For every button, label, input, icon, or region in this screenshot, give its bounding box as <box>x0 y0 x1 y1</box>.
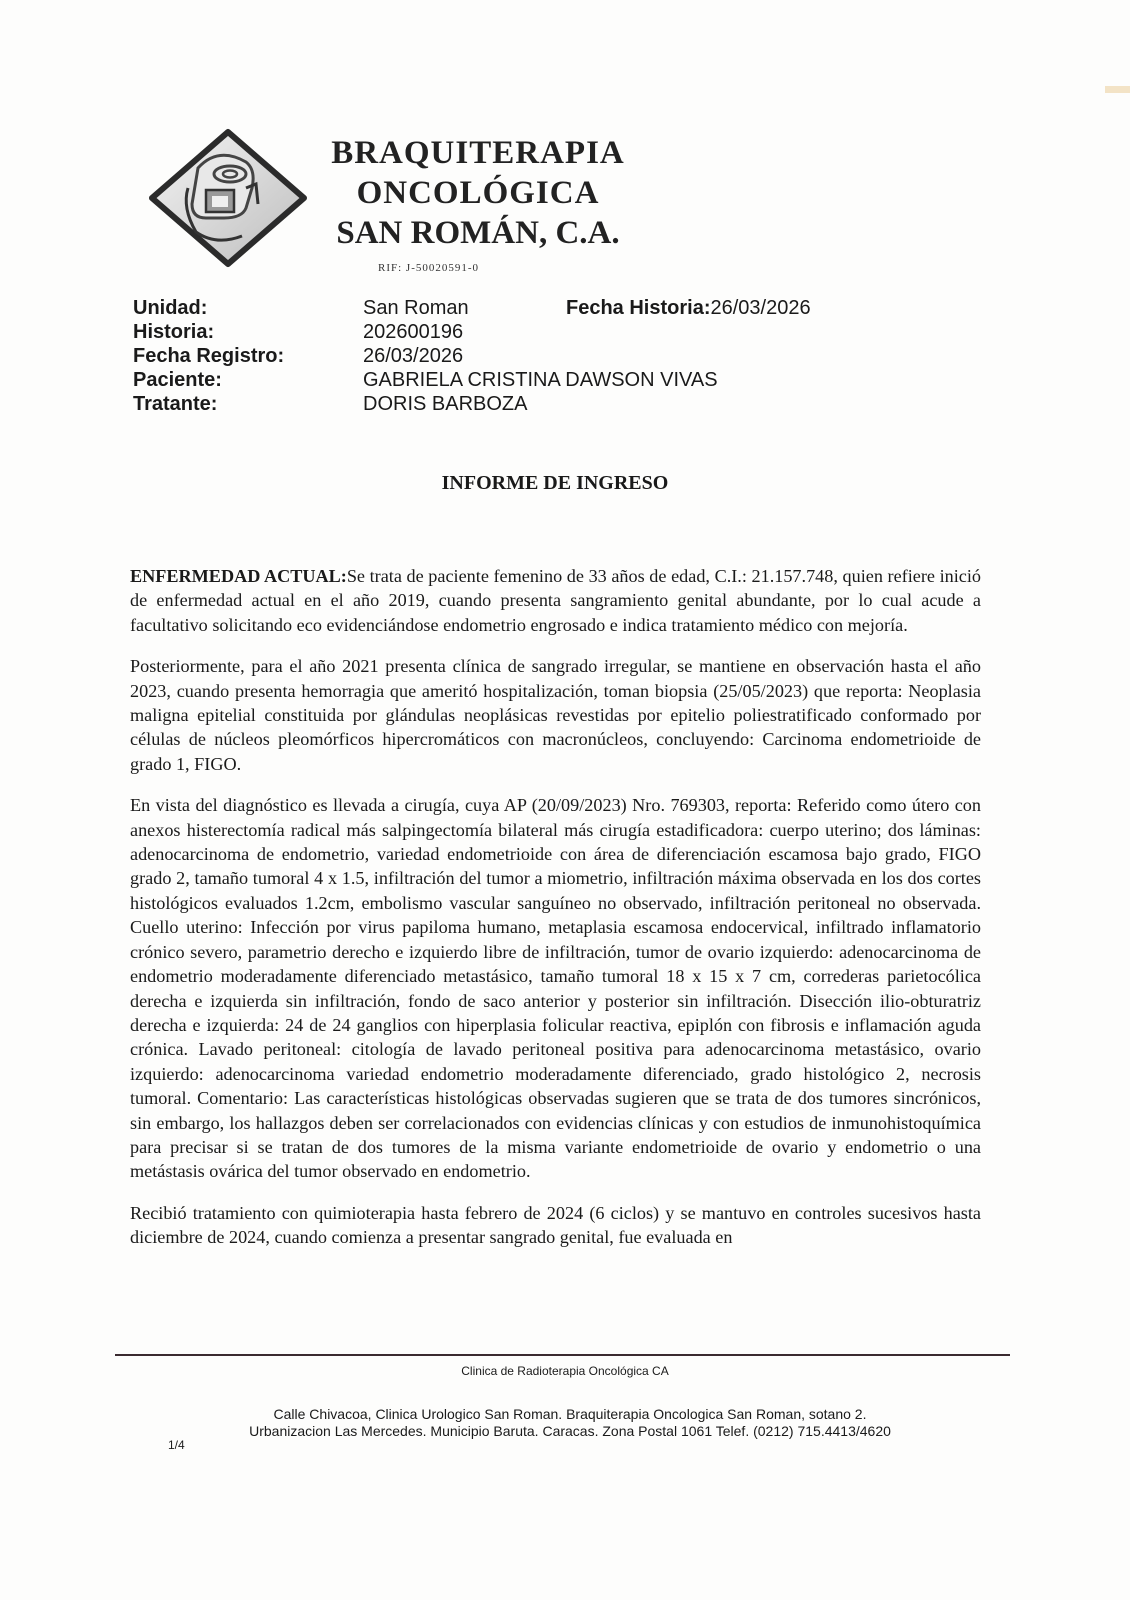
rif-number: RIF: J-50020591-0 <box>378 262 480 274</box>
clinic-name <box>318 133 638 253</box>
report-body <box>130 564 981 1267</box>
footer-divider <box>115 1354 1010 1356</box>
paragraph-1 <box>130 564 981 637</box>
section-label: ENFERMEDAD ACTUAL: <box>130 566 347 586</box>
info-label: Fecha Registro: <box>133 345 285 367</box>
info-label: Tratante: <box>133 393 218 415</box>
footer-clinic-name: Clinica de Radioterapia Oncológica CA <box>461 1364 669 1378</box>
address-line-1: Calle Chivacoa, Clinica Urologico San Roman. Braquiterapia Oncologica San Roman, sotano 2. <box>273 1406 867 1422</box>
info-row-historia <box>133 320 718 344</box>
info-row-fecha-registro <box>133 344 718 368</box>
fecha-historia <box>566 296 811 320</box>
info-value: DORIS BARBOZA <box>363 393 528 415</box>
document-title: INFORME DE INGRESO <box>441 472 669 494</box>
paragraph-1-text: Se trata de paciente femenino de 33 años de edad, C.I.: 21.157.748, quien refiere inició de enfermedad actual en el año 2019, cuando presenta sangramiento genital abundante, por lo cual acude a facultativo solicitando eco evidenciándose endometrio engrosado e indica tratamiento médico con mejoría. <box>130 566 981 635</box>
page-number: 1/4 <box>168 1438 185 1452</box>
fecha-historia-label: Fecha Historia: <box>566 297 711 319</box>
paragraph-3: En vista del diagnóstico es llevada a cirugía, cuya AP (20/09/2023) Nro. 769303, reporta: Referido como útero con anexos histerectomía radical más salpingectomía bilateral más cirugía estadificadora: cuerpo uterino; dos láminas: adenocarcinoma de endometrio, variedad endometrioide con área de diferenciación escamosa bajo grado, FIGO grado 2, tamaño tumoral 4 x 1.5, infiltración del tumor a miometrio, infiltración máxima observada en los dos cortes histológicos evaluados 1.2cm, embolismo vascular sanguíneo no observado, infiltración peritoneal no observada. Cuello uterino: Infección por virus papiloma humano, metaplasia escamosa endocervical, infiltrado inflamatorio crónico severo, parametrio derecho e izquierdo libre de infiltración, tumor de ovario izquierdo: adenocarcinoma de endometrio moderadamente diferenciado metastásico, tamaño tumoral 18 x 15 x 7 cm, correderas parietocólica derecha e izquierda sin infiltración, fondo de saco anterior y posterior sin infiltración. Disección ilio-obturatriz derecha e izquierda: 24 de 24 ganglios con hiperplasia folicular reactiva, epiplón con fibrosis e inflamación aguda crónica. Lavado peritoneal: citología de lavado peritoneal positiva para adenocarcinoma metastásico, ovario izquierdo: adenocarcinoma variedad endometrio moderadamente diferenciado, grado histológico 2, necrosis tumoral. Comentario: Las características histológicas observadas sugieren que se trata de dos tumores sincrónicos, sin embargo, los hallazgos deben ser correlacionados con evidencias clínicas y con estudios de inmunohistoquímica para precisar si se tratan de dos tumores de la misma variante endometrioide de ovario y endometrio o una metástasis ovárica del tumor observado en endometrio. <box>130 795 981 1182</box>
info-value: 202600196 <box>363 321 464 343</box>
scan-artifact <box>1105 86 1130 93</box>
info-label: Paciente: <box>133 369 222 391</box>
brand-line-2: ONCOLÓGICA <box>356 175 600 211</box>
brand-line-1: BRAQUITERAPIA <box>331 135 625 171</box>
info-label: Unidad: <box>133 297 208 319</box>
info-row-tratante <box>133 392 718 416</box>
paragraph-2: Posteriormente, para el año 2021 presenta clínica de sangrado irregular, se mantiene en observación hasta el año 2023, cuando presenta hemorragia que ameritó hospitalización, toman biopsia (25/05/2023) que reporta: Neoplasia maligna epitelial constituida por glándulas neoplásicas revestidas por epitelio poliestratificado conformado por células de núcleos pleomórficos hipercromáticos con macronúcleos, concluyendo: Carcinoma endometrioide de grado 1, FIGO. <box>130 656 981 774</box>
info-label: Historia: <box>133 321 215 343</box>
clinic-logo-icon <box>148 128 308 268</box>
fecha-historia-value: 26/03/2026 <box>710 297 811 319</box>
info-value: GABRIELA CRISTINA DAWSON VIVAS <box>363 369 718 391</box>
info-value: San Roman <box>363 297 469 319</box>
info-value: 26/03/2026 <box>363 345 464 367</box>
info-row-paciente <box>133 368 718 392</box>
brand-line-3: SAN ROMÁN, C.A. <box>336 215 620 251</box>
address-line-2: Urbanizacion Las Mercedes. Municipio Baruta. Caracas. Zona Postal 1061 Telef. (0212) 715.4413/4620 <box>249 1423 891 1439</box>
footer-address <box>160 1406 980 1440</box>
paragraph-4: Recibió tratamiento con quimioterapia hasta febrero de 2024 (6 ciclos) y se mantuvo en controles sucesivos hasta diciembre de 2024, cuando comienza a presentar sangrado genital, fue evaluada en <box>130 1202 981 1248</box>
